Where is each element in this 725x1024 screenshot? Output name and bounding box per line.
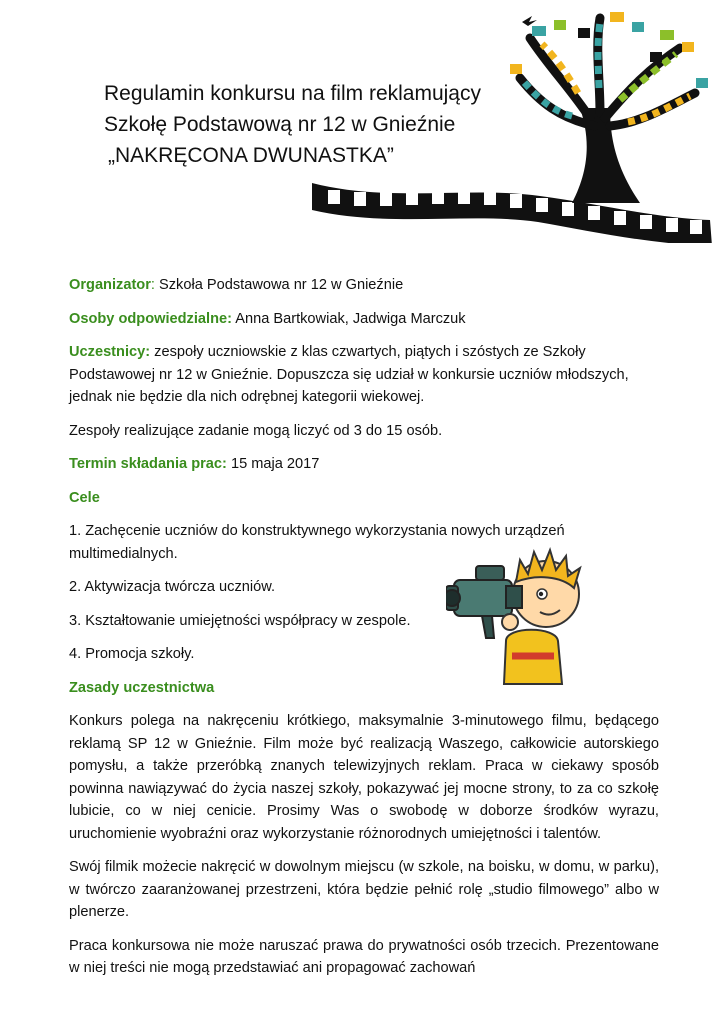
rules-paragraph: Konkurs polega na nakręceniu krótkiego, maksymalnie 3-minutowego filmu, będącego reklamą SP 12 w Gnieźnie. Film może być realizacją Waszego, całkowicie autorskiego pomysłu, a także przeróbką znanych telewizyjnych reklam. Praca w ciekawy sposób powinna nawiązywać do życia naszej szkoły, pokazywać jej mocne strony, to za co szkołę lubicie, co w niej cenicie. Prosimy Was o swobodę w doborze środków wyrazu, uruchomienie wyobraźni oraz wykorzystanie różnorodnych umiejętności i talentów. bbox=[69, 713, 659, 842]
document-body bbox=[69, 274, 659, 991]
responsible-label: Osoby odpowiedzialne: bbox=[69, 310, 232, 327]
film-strip bbox=[312, 183, 712, 243]
organizer-line bbox=[69, 274, 659, 297]
participants-label: Uczestnicy: bbox=[69, 344, 151, 360]
organizer-value: Szkoła Podstawowa nr 12 w Gnieźnie bbox=[159, 277, 404, 293]
goals-heading: Cele bbox=[69, 489, 100, 506]
rules-paragraph: Praca konkursowa nie może naruszać prawa do prywatności osób trzecich. Prezentowane w niej treści nie mogą przedstawiać ani propagować zachowań bbox=[69, 937, 659, 976]
responsible-line bbox=[69, 308, 659, 331]
goal-item: 2. Aktywizacja twórcza uczniów. bbox=[69, 579, 276, 595]
participants-value: zespoły uczniowskie z klas czwartych, piątych i szóstych ze Szkoły Podstawowej nr 12 w Gnieźnie. Dopuszcza się udział w konkursie uczniów młodszych, jednak nie będzie dla nich odrębnej kategorii wiekowej. bbox=[69, 344, 629, 405]
participants-line bbox=[69, 341, 659, 409]
organizer-separator: : bbox=[150, 277, 155, 293]
title-line-3: „NAKRĘCONA DWUNASTKA” bbox=[108, 144, 394, 167]
deadline-label: Termin składania prac: bbox=[69, 456, 227, 472]
rules-paragraph: Swój filmik możecie nakręcić w dowolnym miejscu (w szkole, na boisku, w domu, w parku), w twórczo zaaranżowanej przestrzeni, która będzie pełnić rolę „studio filmowego” albo w plenerze. bbox=[69, 859, 659, 920]
film-tree-illustration bbox=[310, 8, 715, 243]
goal-item: 4. Promocja szkoły. bbox=[69, 646, 195, 662]
goal-item: 1. Zachęcenie uczniów do konstruktywnego wykorzystania nowych urządzeń multimedialnych. bbox=[69, 523, 565, 562]
title-line-2: Szkołę Podstawową nr 12 w Gnieźnie bbox=[104, 113, 456, 136]
goal-item: 3. Kształtowanie umiejętności współpracy w zespole. bbox=[69, 612, 411, 629]
rules-heading: Zasady uczestnictwa bbox=[69, 679, 215, 696]
responsible-value: Anna Bartkowiak, Jadwiga Marczuk bbox=[235, 310, 466, 327]
title-line-1: Regulamin konkursu na film reklamujący bbox=[104, 82, 481, 105]
organizer-label: Organizator bbox=[69, 277, 151, 293]
deadline-value: 15 maja 2017 bbox=[230, 456, 320, 472]
team-size: Zespoły realizujące zadanie mogą liczyć od 3 do 15 osób. bbox=[69, 422, 443, 439]
deadline-line bbox=[69, 453, 659, 476]
